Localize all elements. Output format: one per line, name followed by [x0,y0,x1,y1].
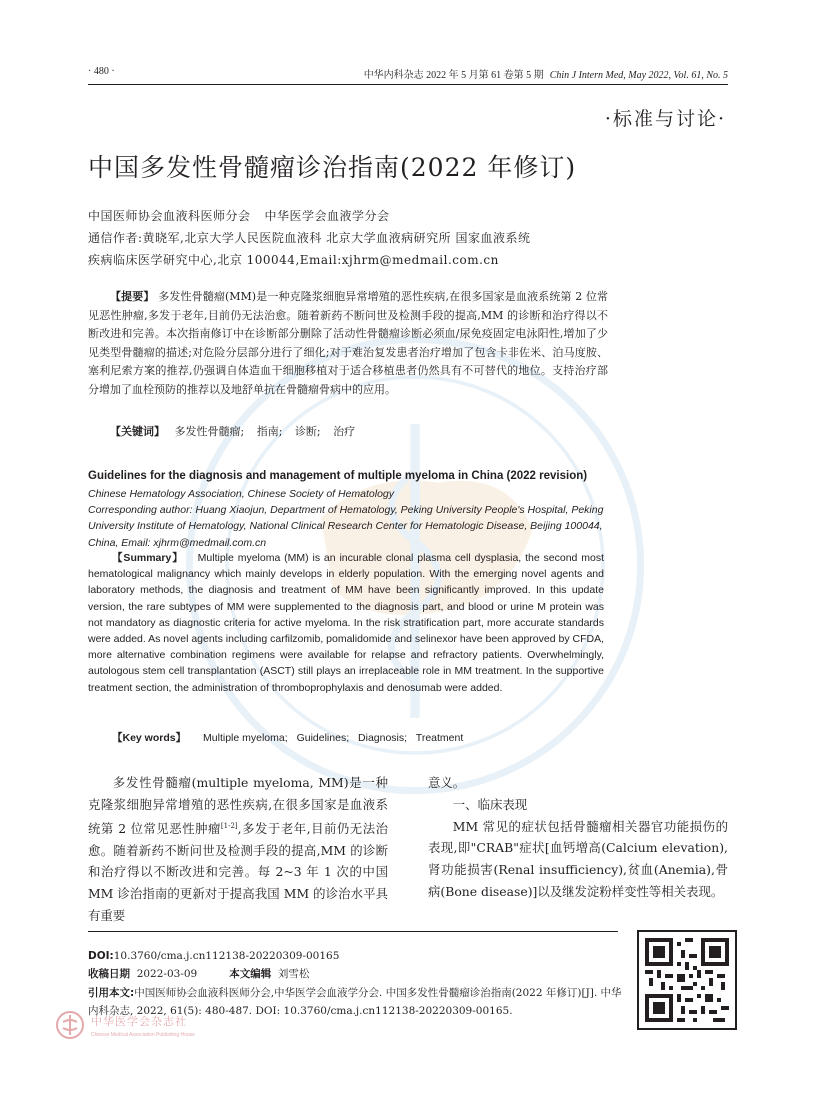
editor-name: 刘雪松 [277,968,310,980]
keyword: Guidelines; [296,732,350,744]
keyword: 治疗 [333,425,356,438]
english-corresponding-author: Corresponding author: Huang Xiaojun, Department of Hematology, Peking University People's Hospital, Peking University Institute of Hematology, National Clinical Research Center for Hematologic Disease, Beijing 100044, China, Email: xjhrm@medmail.com.cn [88,504,604,549]
header-rule [88,84,728,85]
summary-text: Multiple myeloma (MM) is an incurable clonal plasma cell dysplasia, the second most hematological malignancy which mainly develops in elderly population. With the emerging novel agents and laboratory methods, the diagnosis and treatment of MM have been significantly improved. In this update version, the rare subtypes of MM were supplemented to the diagnosis part, and blood or urine M protein was not mandatory as diagnostic criteria for active myeloma. In the risk stratification part, more accurate standards were added. As novel agents including carfilzomib, pomalidomide and selinexor have been approved by CFDA, more alternative combination regimens were available for relapse and refractory patients. Overwhelmingly, autologous stem cell transplantation (ASCT) still plays an irreplaceable role in MM treatment. In the supportive treatment section, the administration of thromboprophylaxis and denosumab were added. [88,552,604,694]
body-column-right [428,772,728,903]
keyword: 多发性骨髓瘤; [174,425,245,438]
running-header [88,66,728,82]
doi-label: DOI: [88,950,114,962]
english-author-block [88,486,608,551]
abstract-label: 【提要】 [110,290,155,303]
english-summary [88,550,604,696]
english-authors: Chinese Hematology Association, Chinese Society of Hematology [88,488,395,500]
publisher-name-en: Chinese Medical Association Publishing House [91,1032,195,1038]
author-block [88,205,608,271]
journal-name-en: Chin J Intern Med, May 2022, Vol. 61, No. 5 [549,70,728,81]
corresponding-author-line-2: 疾病临床医学研究中心,北京 100044,Email:xjhrm@medmail.com.cn [88,253,499,267]
corresponding-author-line-1: 通信作者:黄晓军,北京大学人民医院血液科 北京大学血液病研究所 国家血液系统 [88,231,531,245]
keywords-label: 【关键词】 [110,425,165,438]
author-org-2: 中华医学会血液学分会 [264,209,390,223]
keyword: Treatment [415,732,464,744]
keyword: Diagnosis; [358,732,408,744]
paragraph-continuation: 意义。 [428,775,466,790]
article-title: 中国多发性骨髓瘤诊治指南(2022 年修订) [88,153,577,182]
citation-label: 引用本文: [88,987,135,999]
chinese-abstract [88,288,608,400]
received-line [88,966,623,984]
publisher-logo [55,1010,230,1046]
keyword: Multiple myeloma; [203,732,288,744]
paragraph-text: 多发性骨髓瘤(multiple myeloma, MM)是一种克隆浆细胞异常增殖的恶性疾病,在很多国家是血液系统第 2 位常见恶性肿瘤 [88,775,388,836]
column-tag: ·标准与讨论· [604,108,726,130]
body-paragraph: MM 常见的症状包括骨髓瘤相关器官功能损伤的表现,即"CRAB"症状[血钙增高(Calcium elevation),肾功能损害(Renal insufficiency),贫血(Anemia),骨病(Bone disease)]以及继发淀粉样变性等相关表现。 [428,818,728,899]
received-date: 2022-03-09 [136,968,198,980]
chinese-keywords [110,423,364,439]
keyword: 指南; [256,425,283,438]
editor-label: 本文编辑 [229,968,272,980]
section-heading: 一、临床表现 [452,796,528,812]
body-column-left [88,772,388,927]
received-label: 收稿日期 [88,968,130,980]
doi-line [88,948,623,966]
journal-citation-line [364,66,728,81]
doi-link[interactable]: 10.3760/cma.j.cn112138-20220309-00165 [113,950,340,962]
english-title: Guidelines for the diagnosis and management of multiple myeloma in China (2022 revision) [88,470,588,482]
keyword: 诊断; [294,425,321,438]
journal-name-cn: 中华内科杂志 2022 年 5 月第 61 卷第 5 期 [363,70,544,81]
citation-text: 中国医师协会血液科医师分会,中华医学会血液学分会. 中国多发性骨髓瘤诊治指南(2022 年修订)[J]. 中华内科杂志, 2022, 61(5): 480-487. DOI: 10.3760/cma.j.cn112138-20220309-00165. [88,987,622,1017]
qr-code-icon[interactable] [637,930,737,1030]
paragraph-text: ,多发于老年,目前仍无法治愈。随着新药不断问世及检测手段的提高,MM 的诊断和治疗得以不断改进和完善。每 2~3 年 1 次的中国 MM 诊治指南的更新对于提高我国 MM 的诊治水平具有重要 [88,820,388,923]
summary-label: 【Summary】 [112,552,184,564]
publisher-emblem-icon [55,1010,85,1040]
key-words-label: 【Key words】 [112,732,187,744]
abstract-text: 多发性骨髓瘤(MM)是一种克隆浆细胞异常增殖的恶性疾病,在很多国家是血液系统第 2 位常见恶性肿瘤,多发于老年,目前仍无法治愈。随着新药不断问世及检测手段的提高,MM 的诊断和治疗得以不断改进和完善。本次指南修订中在诊断部分删除了活动性骨髓瘤诊断必须血/尿免疫固定电泳阳性,增加了少见类型骨髓瘤的描述;对危险分层部分进行了细化;对于难治复发患者治疗增加了包含卡非佐米、泊马度胺、塞利尼索方案的推荐,仍强调自体造血干细胞移植对于适合移植患者仍然具有不可替代的地位。支持治疗部分增加了血栓预防的推荐以及地舒单抗在骨髓瘤骨病中的应用。 [88,290,609,396]
author-org-1: 中国医师协会血液科医师分会 [88,209,251,223]
body-paragraph [88,772,388,927]
publisher-name: 中华医学会杂志社 [91,1015,187,1028]
reference-marker[interactable]: [1-2] [220,821,238,830]
page-number: · 480 · [88,66,115,77]
footnote-rule [88,931,618,932]
english-keywords [88,730,469,745]
